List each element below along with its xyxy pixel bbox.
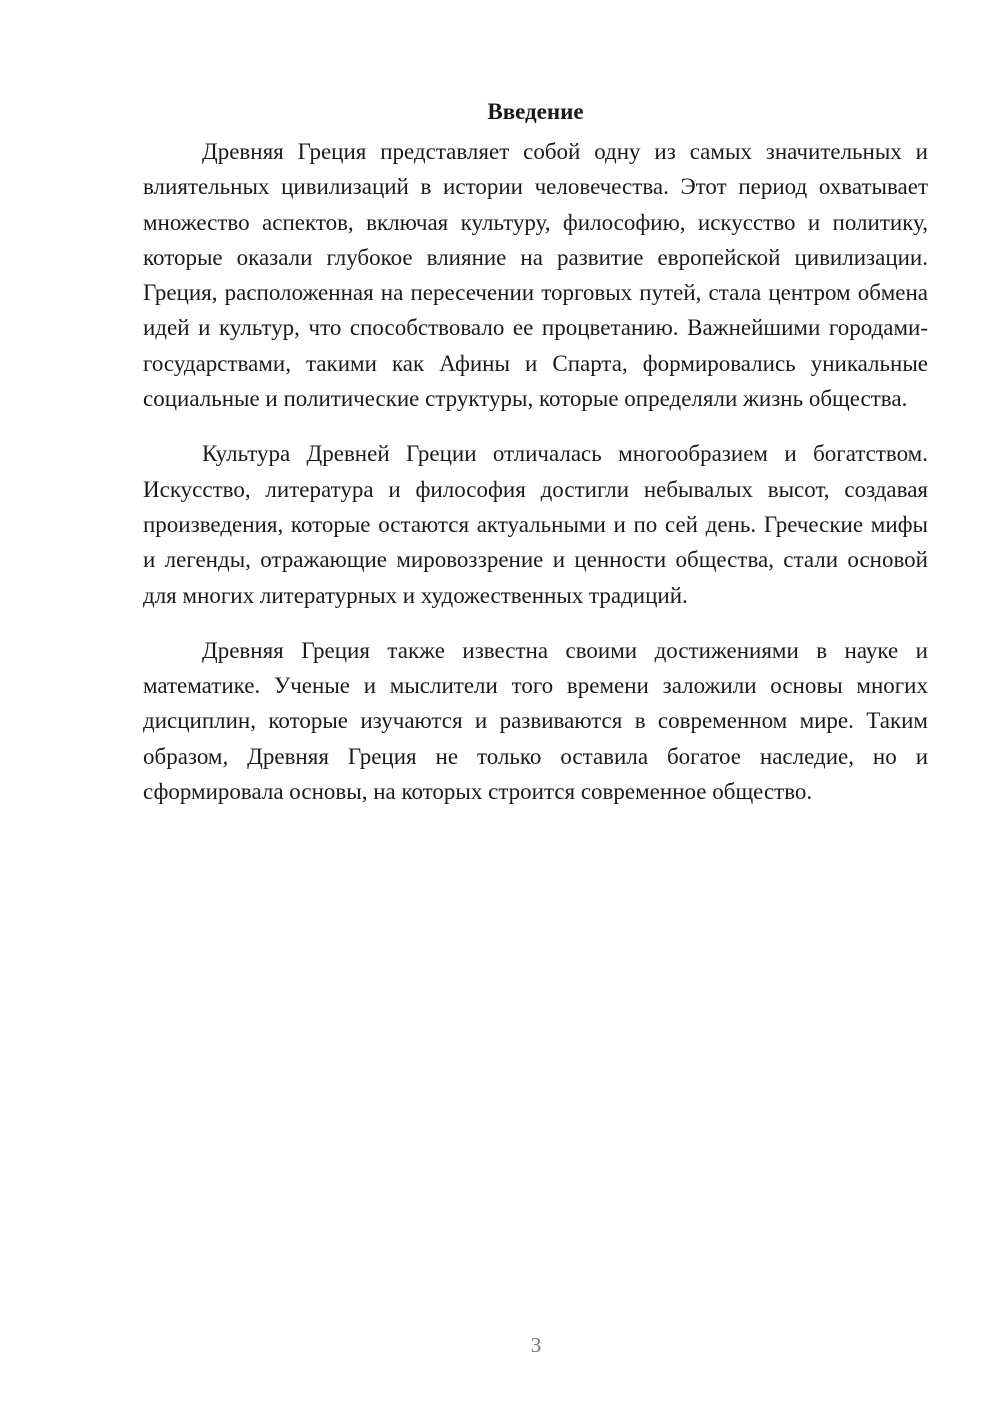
paragraph-2: Культура Древней Греции отличалась многообразием и богатством. Искусство, литература и философия достигли небывалых высот, создавая произведения, которые остаются актуальными и по сей день. Греческие мифы и легенды, отражающие мировоззрение и ценности общества, стали основой для многих литературных и художественных традиций. — [143, 441, 928, 608]
paragraph-1: Древняя Греция представляет собой одну из самых значительных и влиятельных цивилизаций в истории человечества. Этот период охватывает множество аспектов, включая культуру, философию, искусство и политику, которые оказали глубокое влияние на развитие европейской цивилизации. Греция, расположенная на пересечении торговых путей, стала центром обмена идей и культур, что способствовало ее процветанию. Важнейшими городами-государствами, такими как Афины и Спарта, формировались уникальные социальные и политические структуры, которые определяли жизнь общества. — [143, 139, 928, 412]
page-content — [143, 94, 928, 829]
section-title: Введение — [487, 99, 584, 124]
page-number: 3 — [530, 1333, 542, 1357]
paragraph-3: Древняя Греция также известна своими достижениями в науке и математике. Ученые и мыслители того времени заложили основы многих дисциплин, которые изучаются и развиваются в современном мире. Таким образом, Древняя Греция не только оставила богатое наследие, но и сформировала основы, на которых строится современное общество. — [143, 637, 928, 805]
